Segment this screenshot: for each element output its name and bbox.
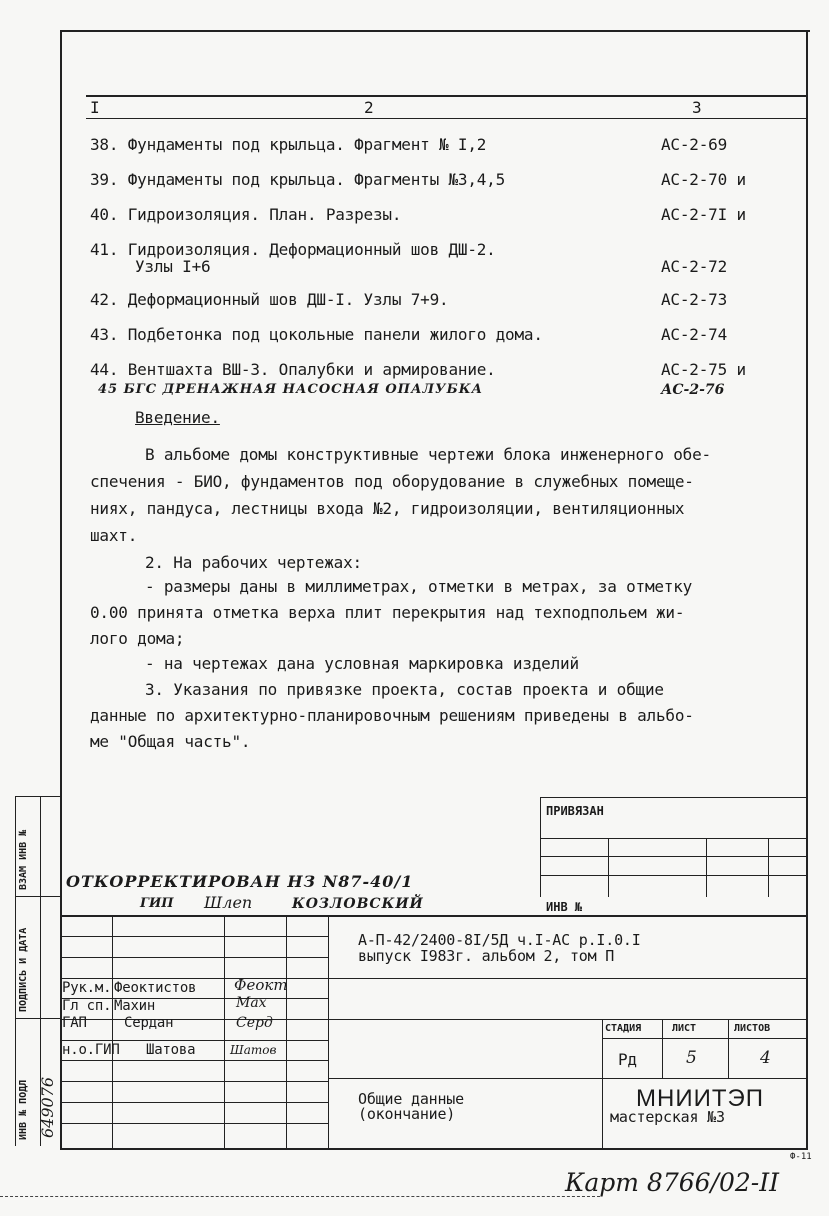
stamp-person-2-role: Гл сп. [62, 998, 112, 1014]
side-strip-div2 [15, 1018, 61, 1019]
intro-line-7: 0.00 принята отметка верха плит перекрытия над техподпольем жи- [90, 603, 685, 622]
header-col3: 3 [692, 98, 702, 117]
stamp-person-2-sign: Мах [236, 995, 267, 1011]
stamp-privyazan-label: ПРИВЯЗАН [546, 804, 604, 818]
stamp-privyazan-top [540, 797, 806, 798]
intro-heading: Введение. [135, 408, 220, 427]
stamp-col-3 [286, 915, 287, 1148]
stamp-privyazan-col2 [706, 838, 707, 897]
stamp-corrected: ОТКОРРЕКТИРОВАН НЗ N87-40/1 [66, 872, 414, 891]
side-strip-top [15, 796, 61, 797]
footer-kart: Карт 8766/02-II [565, 1168, 779, 1197]
stamp-gip-label: ГИП [140, 896, 174, 911]
stamp-sheets-label: ЛИСТОВ [734, 1023, 771, 1034]
stamp-row-b [60, 957, 328, 958]
stamp-gip-signature: Шлеп [204, 893, 253, 912]
list-item-43: 43. Подбетонка под цокольные панели жилого дома. [90, 325, 543, 344]
stamp-row-i [60, 1081, 328, 1082]
stamp-doc-issue: выпуск I983г. альбом 2, том П [358, 947, 615, 965]
list-item-44-code: АС-2-75 и [661, 360, 746, 379]
stamp-row-k [60, 1123, 328, 1124]
side-inv-number: 649076 [38, 1076, 57, 1138]
stamp-row-h [328, 1078, 806, 1079]
stamp-person-3-role: ГАП [62, 1015, 87, 1031]
intro-line-6: - размеры даны в миллиметрах, отметки в метрах, за отметку [145, 577, 693, 596]
header-col2: 2 [364, 98, 374, 117]
stamp-privyazan-row3 [540, 875, 806, 876]
header-bottom-line [86, 118, 806, 119]
intro-line-4: шахт. [90, 526, 138, 545]
stamp-person-2-name: Махин [114, 998, 156, 1014]
stamp-row-stage [602, 1038, 806, 1039]
side-strip-div1 [15, 896, 61, 897]
intro-line-8: лого дома; [90, 629, 185, 648]
frame-bottom-line [60, 1148, 808, 1150]
list-item-38-code: АС-2-69 [661, 135, 728, 154]
list-item-42-code: АС-2-73 [661, 290, 728, 309]
stamp-row-j [60, 1102, 328, 1103]
intro-line-3: ниях, пандуса, лестницы входа №2, гидроизоляции, вентиляционных [90, 499, 685, 518]
stamp-privyazan-row1 [540, 838, 806, 839]
stamp-row-a [60, 936, 328, 937]
stamp-col-7 [728, 1019, 729, 1078]
stamp-col-6 [662, 1019, 663, 1078]
stamp-sheet-label: ЛИСТ [672, 1023, 697, 1034]
stamp-inv-label: ИНВ № [546, 900, 583, 914]
side-strip-left [15, 796, 16, 1146]
stamp-workshop: мастерская №3 [610, 1108, 725, 1126]
stamp-org: МНИИТЭП [636, 1085, 764, 1112]
list-item-39: 39. Фундаменты под крыльца. Фрагменты №3,4,5 [90, 170, 506, 189]
intro-line-2: спечения - БИО, фундаментов под оборудование в служебных помеще- [90, 472, 694, 491]
stamp-sheet-value: 5 [686, 1048, 697, 1068]
intro-line-12: ме "Общая часть". [90, 732, 251, 751]
header-col1: I [90, 98, 100, 117]
stamp-privyazan-col3 [768, 838, 769, 897]
list-item-45-code: АС-2-76 [661, 382, 725, 398]
stamp-person-3-name: Сердан [124, 1015, 174, 1031]
stamp-person-4-sign: Шатов [230, 1043, 277, 1057]
list-item-40-code: АС-2-7I и [661, 205, 746, 224]
stamp-title-1: Общие данные [358, 1090, 464, 1108]
stamp-col-1 [112, 915, 113, 1148]
side-podpis-label: ПОДПИСЬ И ДАТА [18, 927, 29, 1012]
stamp-sheets-value: 4 [760, 1048, 771, 1068]
list-item-38: 38. Фундаменты под крыльца. Фрагмент № I,2 [90, 135, 487, 154]
stamp-row-g [60, 1060, 328, 1061]
stamp-privyazan-col1 [608, 838, 609, 897]
stamp-person-4-name: Шатова [146, 1042, 196, 1058]
stamp-privyazan-left [540, 797, 541, 897]
stamp-row-f [60, 1040, 328, 1041]
list-item-45-handwritten: 45 БГС ДРЕНАЖНАЯ НАСОСНАЯ ОПАЛУБКА [98, 382, 484, 397]
stamp-privyazan-row2 [540, 856, 806, 857]
list-item-41-line2: Узлы I+6 [135, 257, 211, 276]
frame-right-line [806, 30, 808, 1150]
stamp-person-3-sign: Серд [236, 1015, 273, 1031]
intro-line-11: данные по архитектурно-планировочным решениям приведены в альбо- [90, 706, 694, 725]
intro-line-9: - на чертежах дана условная маркировка изделий [145, 654, 579, 673]
list-item-41: 41. Гидроизоляция. Деформационный шов ДШ-2. [90, 240, 496, 259]
list-item-43-code: АС-2-74 [661, 325, 728, 344]
list-item-42: 42. Деформационный шов ДШ-I. Узлы 7+9. [90, 290, 449, 309]
stamp-doc-code: А-П-42/2400-8I/5Д ч.I-АС р.I.0.I [358, 931, 641, 949]
stamp-col-5 [602, 1019, 603, 1148]
list-item-41-code: АС-2-72 [661, 257, 728, 276]
stamp-person-4-role: н.о.ГИП [62, 1042, 120, 1058]
list-item-44: 44. Вентшахта ВШ-3. Опалубки и армирование. [90, 360, 496, 379]
list-item-40: 40. Гидроизоляция. План. Разрезы. [90, 205, 402, 224]
intro-line-5: 2. На рабочих чертежах: [145, 553, 362, 572]
stamp-person-1-name: Феоктистов [114, 980, 197, 996]
intro-line-10: 3. Указания по привязке проекта, состав проекта и общие [145, 680, 664, 699]
stamp-col-4 [328, 915, 329, 1148]
stamp-title-2: (окончание) [358, 1105, 456, 1123]
header-top-line [86, 95, 806, 97]
stamp-stage-value: Рд [618, 1050, 637, 1069]
intro-line-1: В альбоме домы конструктивные чертежи блока инженерного обе- [145, 445, 711, 464]
stamp-col-2 [224, 915, 225, 1148]
stamp-gip-name: КОЗЛОВСКИЙ [292, 896, 424, 912]
stamp-main-top [60, 915, 806, 917]
frame-top-line [60, 30, 810, 32]
side-vzam-label: ВЗАМ ИНВ № [18, 829, 29, 890]
list-item-39-code: АС-2-70 и [661, 170, 746, 189]
stamp-stage-label: СТАДИЯ [605, 1023, 642, 1034]
side-inv-podl-label: ИНВ № ПОДЛ [18, 1079, 29, 1140]
footer-dashed-line [0, 1196, 600, 1197]
stamp-format: Ф-11 [790, 1152, 812, 1162]
stamp-row-c [60, 978, 806, 979]
stamp-person-1-role: Рук.м. [62, 980, 112, 996]
stamp-person-1-sign: Феокт [234, 976, 288, 994]
